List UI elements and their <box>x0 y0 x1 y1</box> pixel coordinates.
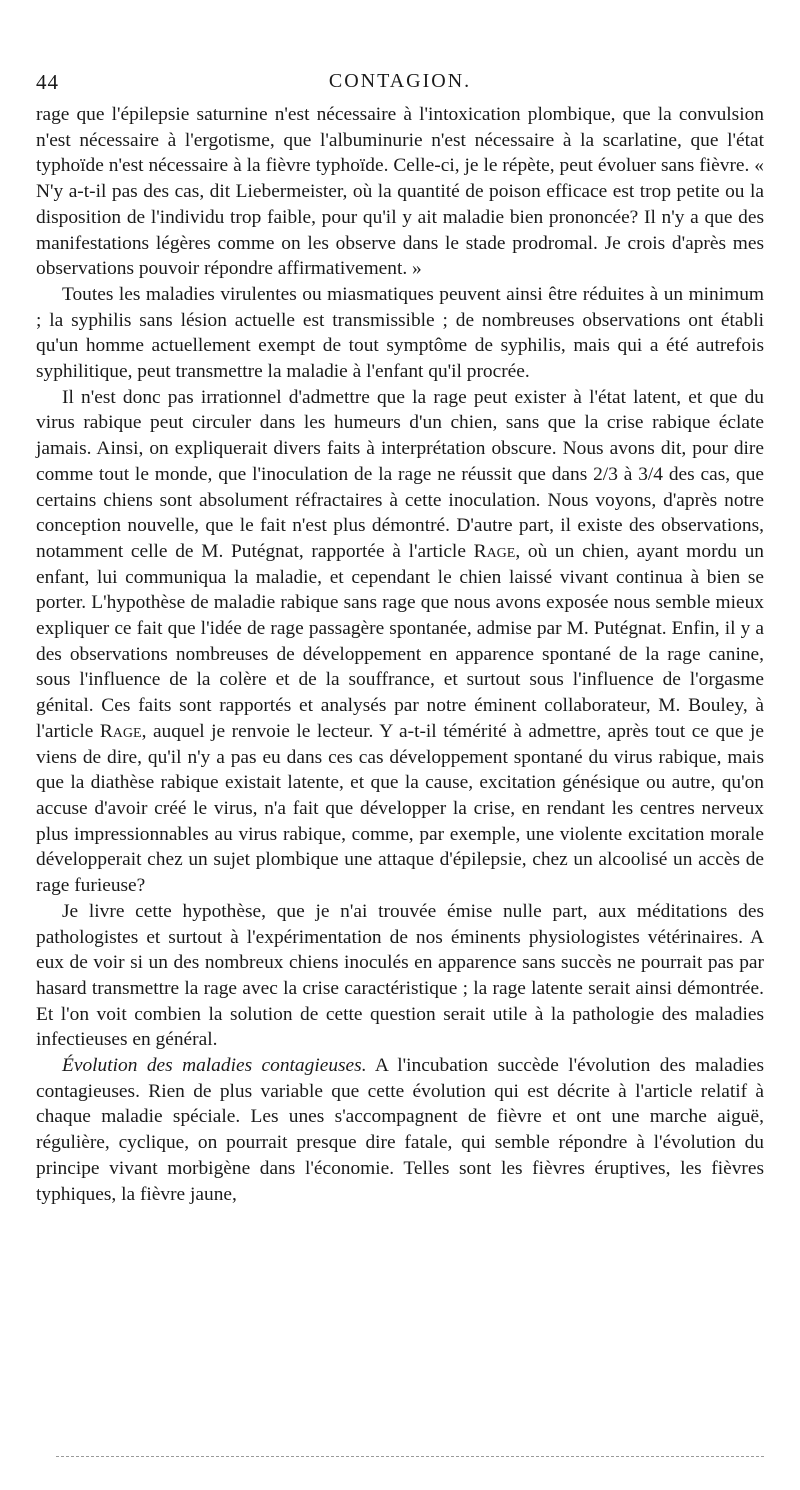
paragraph-1 <box>36 102 764 282</box>
paragraph-3-text-c: , où un chien, ayant mordu un enfant, lui communiqua la maladie, et cependant le chien laissé vivant continua à bien se porter. L'hypothèse de maladie rabique sans rage que nous avons exposée nous semble mieux expliquer ce fait que l'idée de rage passagère spontanée, admise par M. Putégnat. Enfin, il y a des observations nombreuses de développement en apparence spontané de la rage canine, sous l'influence de la colère et de la souffrance, et surtout sous l'influence de l'orgasme génital. Ces faits sont rapportés et analysés par notre éminent collaborateur, M. Bouley, à l'article <box>36 540 765 742</box>
paragraph-3-text-a: Il n'est donc pas irrationnel d'admettre que la rage peut exister à l'état latent, et que du virus rabique peut circuler dans les humeurs d'un chien, sans que la crise rabique éclate jamais. Ainsi, on expliquerait divers faits à interprétation obscure. Nous avons dit, pour dire comme tout le monde, que l'inoculation de la rage ne réussit que dans <box>36 386 764 485</box>
running-head: CONTAGION. <box>328 70 472 92</box>
paragraph-1-text: rage que l'épilepsie saturnine n'est nécessaire à l'intoxication plombique, que la convulsion n'est nécessaire à l'ergotisme, que l'albuminurie n'est nécessaire à la scarlatine, que l'état typhoïde n'est nécessaire à la fièvre typhoïde. Celle-ci, je le répète, peut évoluer sans fièvre. « N'y a-t-il pas des cas, dit Liebermeister, où la quantité de poison efficace est trop petite ou la disposition de l'individu trop faible, pour qu'il y ait maladie bien prononcée? Il n'y a que des manifestations légères comme on les observe dans le stade prodromal. Je crois d'après mes observations pouvoir répondre affirmativement. » <box>36 104 764 280</box>
fraction-two-thirds: 2/3 <box>593 463 618 485</box>
footer-rule <box>56 1456 764 1457</box>
paragraph-4-text: Je livre cette hypothèse, que je n'ai trouvée émise nulle part, aux méditations des pathologistes et surtout à l'expérimentation de nos éminents physiologistes vétérinaires. A eux de voir si un des nombreux chiens inoculés en apparence sans succès ne pourrait pas par hasard transmettre la rage avec la crise caractéristique ; la rage latente serait ainsi démontrée. Et l'on voit combien la solution de cette question serait utile à la pathologie des maladies infectieuses en général. <box>36 900 764 1051</box>
paragraph-3 <box>36 385 764 899</box>
paragraph-2 <box>36 282 764 385</box>
page-number: 44 <box>36 70 59 94</box>
paragraph-5 <box>36 1053 764 1207</box>
fraction-three-quarters: 3/4 <box>638 463 663 485</box>
article-ref-rage-1: Rage <box>473 540 516 562</box>
paragraph-5-text: A l'incubation succède l'évolution des maladies contagieuses. Rien de plus variable que cette évolution qui est décrite à l'article relatif à chaque maladie spéciale. Les unes s'accompagnent de fièvre et ont une marche aiguë, régulière, cyclique, on pourrait presque dire fatale, qui semble répondre à l'évolution du principe vivant morbigène dans l'économie. Telles sont les fièvres éruptives, les fièvres typhiques, la fièvre jaune, <box>36 1055 764 1205</box>
article-ref-rage-2: Rage <box>99 720 142 742</box>
body-text <box>36 102 764 1207</box>
paragraph-4 <box>36 899 764 1053</box>
paragraph-3-text-d: , auquel je renvoie le lecteur. Y a-t-il témérité à admettre, après tout ce que je viens de dire, qu'il n'y a pas eu dans ces cas développement spontané du virus rabique, mais que la diathèse rabique existait latente, et que la cause, excitation génésique ou autre, qu'on accuse d'avoir créé le virus, n'a fait que développer la crise, en rendant les centres nerveux plus impressionnables au virus rabique, comme, par exemple, une violente excitation morale développerait chez un sujet plombique une attaque d'épilepsie, chez un alcoolisé un accès de rage furieuse? <box>36 720 764 897</box>
fraction-joiner: à <box>623 463 633 485</box>
paragraph-3-text-b: des cas, que certains chiens sont absolument réfractaires à cette inoculation. Nous voyons, d'après notre conception nouvelle, que le fait n'est plus démontré. D'autre part, il existe des observations, notamment celle de M. Putégnat, rapportée à l'article <box>36 463 765 562</box>
paragraph-2-text: Toutes les maladies virulentes ou miasmatiques peuvent ainsi être réduites à un minimum ; la syphilis sans lésion actuelle est transmissible ; de nombreuses observations ont établi qu'un homme actuellement exempt de tout symptôme de syphilis, mais qui a été autrefois syphilitique, peut transmettre la maladie à l'enfant qu'il procrée. <box>36 283 764 383</box>
section-heading-italic: Évolution des maladies contagieuses. <box>62 1055 367 1077</box>
page-header <box>36 70 764 102</box>
